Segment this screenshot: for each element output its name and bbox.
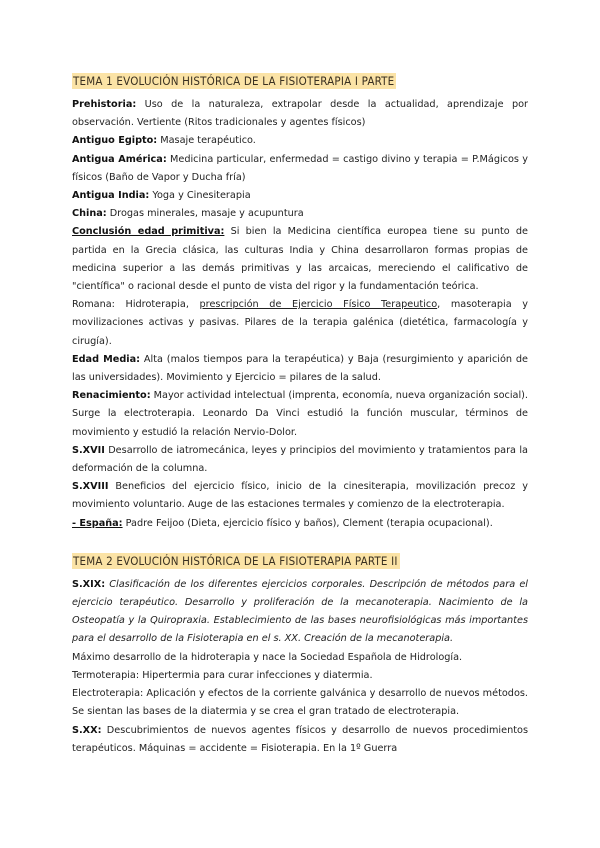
paragraph-conclusion xyxy=(72,223,528,296)
paragraph-text: Electroterapia: Aplicación y efectos de la corriente galvánica y desarrollo de nuevos métodos. Se sientan las bases de la diatermia y se crea el gran tratado de electroterapia. xyxy=(72,688,528,718)
paragraph-text: Drogas minerales, masaje y acupuntura xyxy=(106,208,304,220)
paragraph-sxx xyxy=(72,722,528,758)
term-label: S.XVII xyxy=(72,444,105,456)
paragraph-text: Mayor actividad intelectual (imprenta, economía, nueva organización social). Surge la electroterapia. Leonardo Da Vinci estudió la función muscular, términos de movimiento y estudió la relación Nervio-Dolor. xyxy=(72,390,529,438)
paragraph-renacimiento xyxy=(72,387,528,442)
term-label: Antigua América: xyxy=(72,153,167,165)
paragraph-text: Alta (malos tiempos para la terapéutica) y Baja (resurgimiento y aparición de las universidades). Movimiento y Ejercicio = pilares de la salud. xyxy=(72,353,529,384)
paragraph-text: Descubrimientos de nuevos agentes físicos y desarrollo de nuevos procedimientos terapéuticos. Máquinas = accidente = Fisioterapia. En la 1º Guerra xyxy=(72,724,528,754)
paragraph-text: Beneficios del ejercicio físico, inicio de la cinesiterapia, movilización precoz y movimiento voluntario. Auge de las estaciones termales y comienzo de la electroterapia. xyxy=(72,481,528,511)
term-label: Prehistoria: xyxy=(72,99,137,110)
term-label: S.XIX: xyxy=(72,578,106,590)
paragraph-text: Padre Feijoo (Dieta, ejercicio físico y baños), Clement (terapia ocupacional). xyxy=(122,517,493,529)
paragraph-sxvii xyxy=(72,442,528,478)
paragraph-prehistoria xyxy=(72,96,528,132)
paragraph-sxix xyxy=(72,576,528,649)
term-label: Antigua India: xyxy=(72,190,150,202)
underlined-text: prescripción de Ejercicio Físico Terapeutico xyxy=(199,299,438,311)
term-label: - España: xyxy=(72,517,123,529)
paragraph-text: Romana: Hidroterapia, xyxy=(72,299,200,311)
paragraph-text: Máximo desarrollo de la hidroterapia y nace la Sociedad Española de Hidrología. xyxy=(72,651,463,663)
term-label: Renacimiento: xyxy=(72,390,151,402)
section-heading-tema1: TEMA 1 EVOLUCIÓN HISTÓRICA DE LA FISIOTERAPIA I PARTE xyxy=(73,74,395,88)
paragraph-edad-media xyxy=(72,351,528,387)
term-label: Edad Media: xyxy=(72,353,141,365)
paragraph-text: Clasificación de los diferentes ejercicios corporales. Descripción de métodos para el ejercicio terapéutico. Desarrollo y proliferación de la mecanoterapia. Nacimiento de la Osteopatía y la Quiropraxia. Establecimiento de las bases neurofisiológicas más importantes para el desarrollo de la Fisioterapia en el s. XX. Creación de la mecanoterapia. xyxy=(72,578,528,645)
paragraph-text: Termoterapia: Hipertermia para curar infecciones y diatermia. xyxy=(72,669,373,681)
paragraph-text: , masoterapia y movilizaciones activas y pasivas. Pilares de la terapia galénica (dietética, farmacología y cirugía). xyxy=(72,299,528,347)
paragraph-termoterapia xyxy=(72,667,528,685)
term-label: S.XVIII xyxy=(72,481,109,493)
term-label: Antiguo Egipto: xyxy=(72,135,158,147)
paragraph-text: Yoga y Cinesiterapia xyxy=(149,190,251,202)
paragraph-sxviii xyxy=(72,478,528,514)
paragraph-text: Medicina particular, enfermedad = castigo divino y terapia = P.Mágicos y físicos (Baño de Vapor y Ducha fría) xyxy=(72,153,528,183)
paragraph-romana xyxy=(72,296,528,351)
paragraph-text: Masaje terapéutico. xyxy=(157,135,256,147)
document-page xyxy=(72,70,528,758)
paragraph-india xyxy=(72,187,528,205)
term-label: China: xyxy=(72,208,107,220)
paragraph-hidroterapia xyxy=(72,649,528,667)
paragraph-text: Si bien la Medicina científica europea tiene su punto de partida en la Grecia clásica, las culturas India y China desarrollaron formas propias de medicina superior a las demás primitivas y las arcaicas, mereciendo el calificativo de "científica" o racional desde el punto de vista del rigor y la fundamentación teórica. xyxy=(72,226,529,293)
paragraph-egipto xyxy=(72,132,528,150)
paragraph-electroterapia xyxy=(72,685,528,721)
paragraph-espana xyxy=(72,515,528,533)
paragraph-america xyxy=(72,151,528,187)
paragraph-text: Desarrollo de iatromecánica, leyes y principios del movimiento y tratamientos para la deformación de la columna. xyxy=(72,444,528,475)
term-label: Conclusión edad primitiva: xyxy=(72,226,225,238)
section-heading-tema2: TEMA 2 EVOLUCIÓN HISTÓRICA DE LA FISIOTERAPIA PARTE II xyxy=(73,553,398,568)
paragraph-china xyxy=(72,205,528,223)
paragraph-text: Uso de la naturaleza, extrapolar desde la actualidad, aprendizaje por observación. Vertiente (Ritos tradicionales y agentes físicos) xyxy=(72,99,528,129)
term-label: S.XX: xyxy=(72,724,102,736)
